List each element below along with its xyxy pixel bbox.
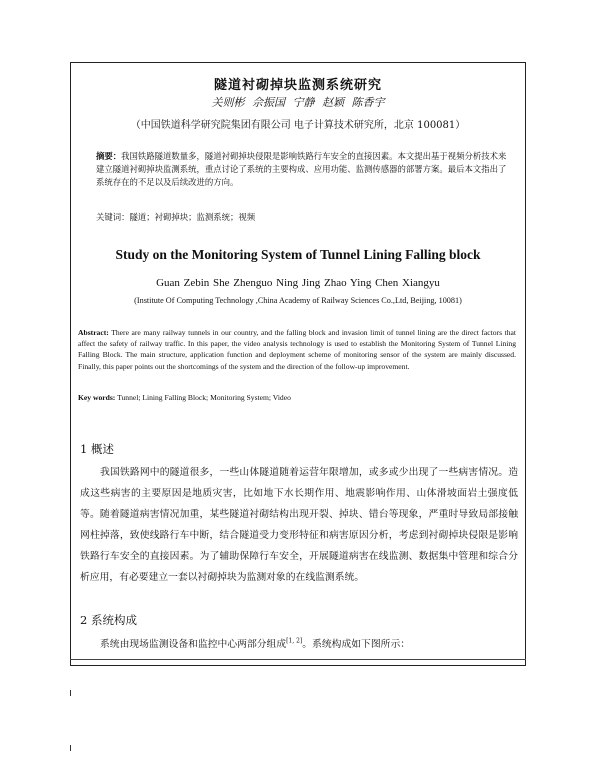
chinese-keywords-label: 关键词： — [96, 212, 130, 222]
chinese-keywords-text: 隧道；衬砌掉块；监测系统；视频 — [129, 212, 256, 222]
chinese-abstract-label: 摘要： — [96, 151, 122, 161]
citation-reference: [1, 2] — [286, 637, 303, 645]
english-keywords-text: Tunnel; Lining Falling Block; Monitoring System; Video — [115, 393, 291, 402]
section-1-body — [80, 462, 518, 588]
section-2-body — [100, 636, 518, 650]
english-affiliation: (Institute Of Computing Technology ,China Academy of Railway Sciences Co.,Ltd, Beijing, 10081) — [134, 296, 462, 305]
chinese-title: 隧道衬砌掉块监测系统研究 — [213, 78, 382, 93]
chinese-abstract — [96, 150, 510, 189]
english-keywords — [78, 393, 516, 402]
english-authors: Guan Zebin She Zhenguo Ning Jing Zhao Ying Chen Xiangyu — [156, 277, 440, 289]
section-2-text: 系统由现场监测设备和监控中心两部分组成 — [100, 639, 287, 650]
frame-divider-line — [70, 659, 526, 660]
chinese-affiliation: （中国铁道科学研究院集团有限公司 电子计算技术研究所，北京 100081） — [130, 120, 466, 131]
english-abstract-text: There are many railway tunnels in our country, and the falling block and invasion limit of tunnel lining are the direct factors that affect the safety of railway traffic. In this paper, the video analysis technology is used to establish the Monitoring System of Tunnel Lining Falling Block. The main structure, application function and deployment scheme of monitoring sensor of the system are mainly discussed. Finally, this paper points out the shortcomings of the system and the direction of the follow-up improvement. — [78, 328, 516, 371]
english-abstract-label: Abstract: — [78, 328, 109, 337]
margin-tick — [70, 745, 71, 751]
chinese-abstract-text: 我国铁路隧道数量多，隧道衬砌掉块侵限是影响铁路行车安全的直接因素。本文提出基于视频分析技术来建立隧道衬砌掉块监测系统，重点讨论了系统的主要构成、应用功能、监测传感器的部署方案。最后本文指出了系统存在的不足以及后续改进的方向。 — [96, 151, 507, 187]
chinese-authors: 关则彬 佘振国 宁静 赵颖 陈香宇 — [211, 96, 385, 109]
english-title: Study on the Monitoring System of Tunnel Lining Falling block — [115, 247, 481, 262]
english-keywords-label: Key words: — [78, 393, 116, 402]
english-abstract — [78, 327, 516, 372]
section-1-paragraph: 我国铁路网中的隧道很多，一些山体隧道随着运营年限增加，或多或少出现了一些病害情况。造成这些病害的主要原因是地质灾害，比如地下水长期作用、地震影响作用、山体滑坡面岩土强度低等。随着隧道病害情况加重，某些隧道衬砌结构出现开裂、掉块、错台等现象，严重时导致局部接触网柱掉落，致使线路行车中断，结合隧道受力变形特征和病害原因分析，考虑到衬砌掉块侵限是影响铁路行车安全的直接因素。为了辅助保障行车安全，开展隧道病害在线监测、数据集中管理和综合分析应用，有必要建立一套以衬砌掉块为监测对象的在线监测系统。 — [80, 467, 518, 583]
chinese-keywords — [96, 211, 510, 223]
section-1-heading: 1 概述 — [80, 442, 114, 456]
section-2-text-after: 。系统构成如下图所示： — [302, 639, 411, 650]
section-2-heading: 2 系统构成 — [80, 613, 137, 627]
margin-tick — [70, 690, 71, 696]
